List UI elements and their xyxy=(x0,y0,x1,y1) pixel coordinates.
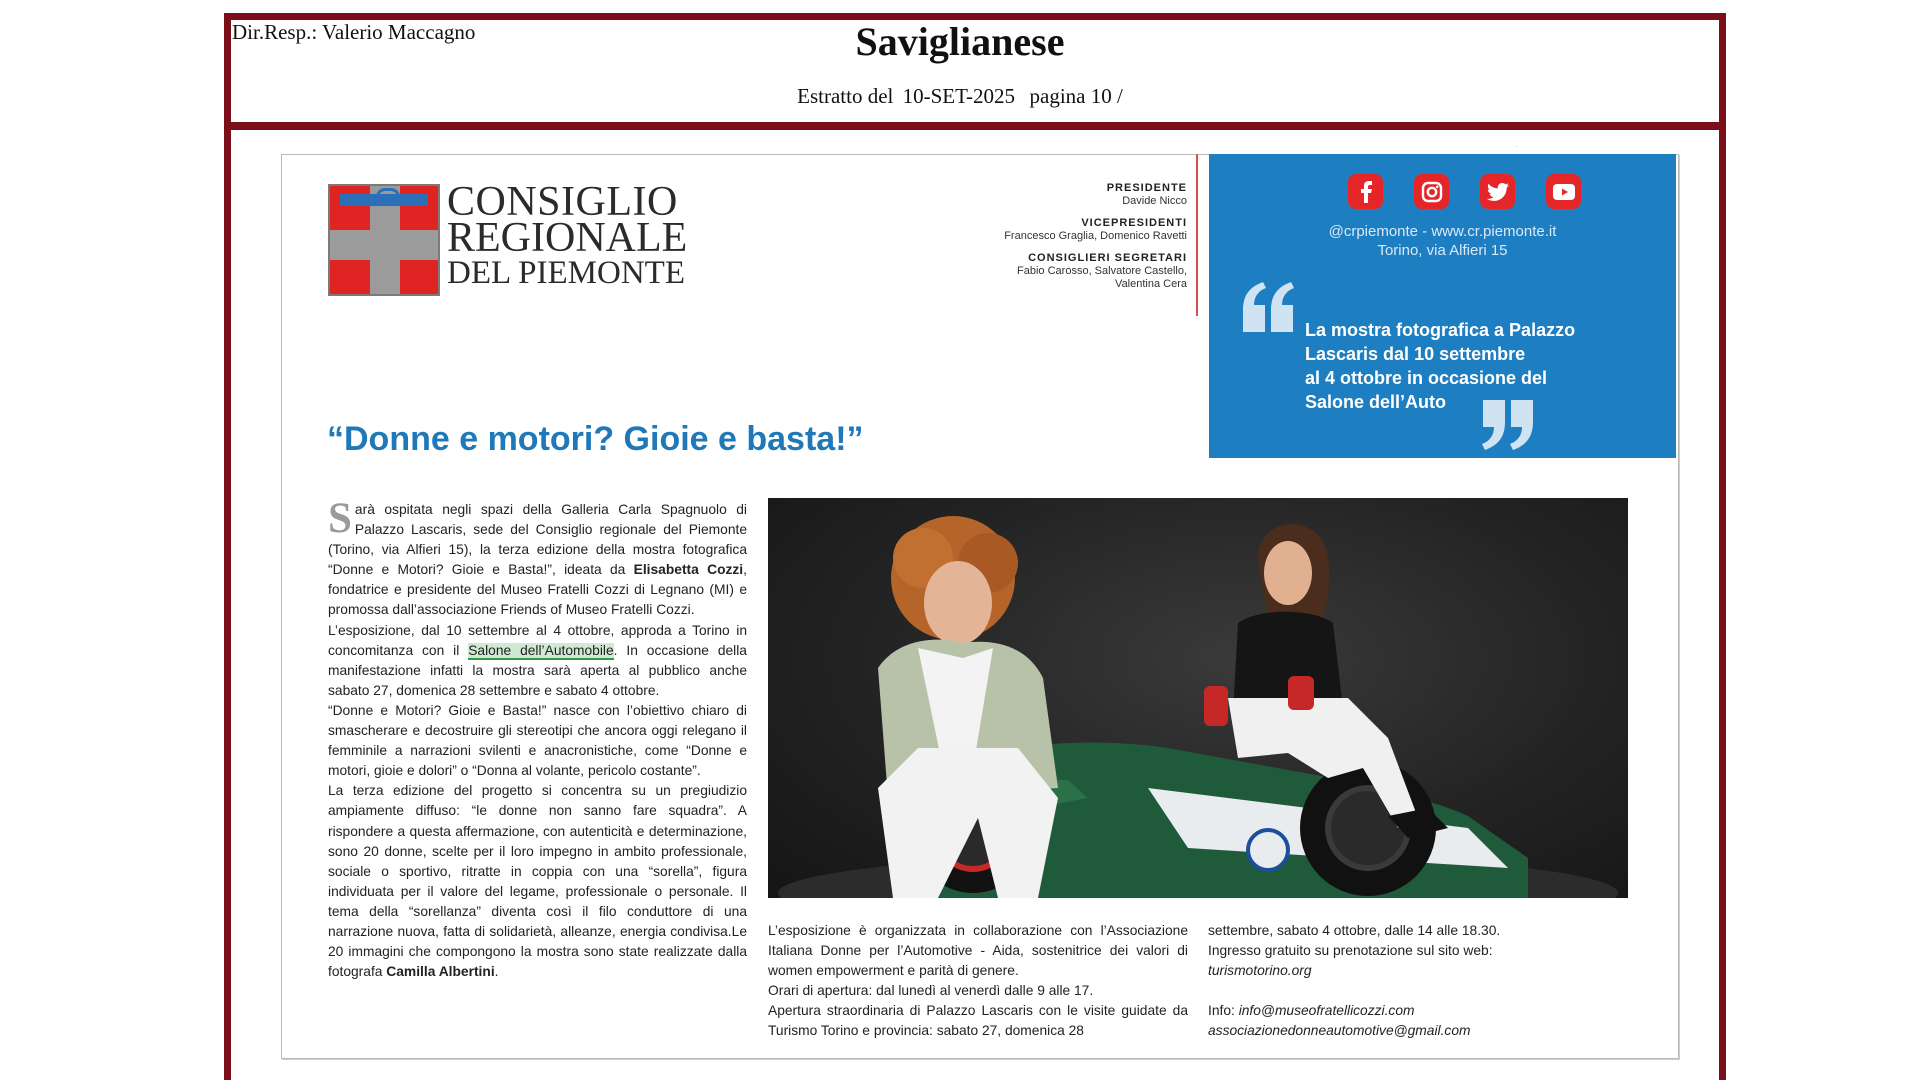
p2-text: L’esposizione, dal 10 settembre al 4 ottobre, approda a Torino in concomitanza con il xyxy=(328,622,747,658)
extract-label: Estratto del xyxy=(797,84,894,108)
booking-site-link[interactable]: turismotorino.org xyxy=(1208,963,1312,979)
highlighted-term: Salone dell’Automobile xyxy=(468,642,614,658)
p1-text-end: , fondatrice e presidente del Museo Fratelli Cozzi di Legnano (MI) e promossa dall’associazione Friends of Museo Fratelli Cozzi. xyxy=(328,562,747,618)
photo-illustration xyxy=(768,498,1628,898)
open-quote-icon xyxy=(1239,282,1295,332)
association-email-link[interactable]: associazionedonneautomotive@gmail.com xyxy=(1208,1023,1471,1039)
p2-text-end: . In occasione della manifestazione infatti la mostra sarà aperta al pubblico anche sabato 27, domenica 28 settembre e sabato 4 ottobre. xyxy=(328,642,747,698)
special-opening: Apertura straordinaria di Palazzo Lascaris con le visite guidate da Turismo Torino e provincia: sabato 27, domenica 28 xyxy=(768,1003,1188,1039)
council-officials xyxy=(1004,182,1187,291)
special-dates: settembre, sabato 4 ottobre, dalle 14 alle 18.30. xyxy=(1208,923,1501,938)
logo-line-3: DEL PIEMONTE xyxy=(447,255,685,291)
director-credit: Dir.Resp.: Valerio Maccagno xyxy=(232,20,476,44)
p4-text: La terza edizione del progetto si concentra su un pregiudizio ampiamente diffuso: “le donne non sanno fare squadra”. A rispondere a questa affermazione, con autenticità e determinazione, sono 20 donne, scelte per il loro impegno in ambito professionale, sociale o sportivo, ritratte in coppia con una “sorella”, figura individuata per il valore del legame, professionale o personale. Il tema della “sorellanza” diventa così il filo conduttore di una narrazione nuova, fatta di solidarietà, alleanze, energia condivisa.Le 20 immagini che compongono la mostra sono state realizzate dalla fotografa xyxy=(328,783,747,980)
paragraph-3: “Donne e Motori? Gioie e Basta!” nasce con l’obiettivo chiaro di smascherare e decostruire gli stereotipi che ancora oggi relegano il femminile a narrazioni svilenti e anacronistiche, come “Donne e motori, gioie e dolori” o “Donna al volante, pericolo costante”. xyxy=(328,702,747,779)
museum-email-link[interactable]: info@museofratellicozzi.com xyxy=(1238,1003,1415,1019)
drop-cap: S xyxy=(328,495,352,542)
quote-line-3: al 4 ottobre in occasione del xyxy=(1305,368,1548,388)
header-separator xyxy=(224,122,1726,130)
social-handle: @crpiemonte - www.cr.piemonte.it xyxy=(1328,223,1557,240)
publication-title: Saviglianese xyxy=(855,19,1065,64)
instagram-icon[interactable] xyxy=(1414,174,1449,209)
quote-line-2: Lascaris dal 10 settembre xyxy=(1305,344,1526,364)
article-photo xyxy=(768,498,1628,898)
twitter-icon[interactable] xyxy=(1480,174,1515,209)
quote-box xyxy=(1209,154,1676,458)
page-number: pagina 10 / xyxy=(1029,84,1123,108)
article-headline: “Donne e motori? Gioie e basta!” xyxy=(327,420,864,458)
council-address: Torino, via Alfieri 15 xyxy=(1377,242,1508,259)
secretaries-role: CONSIGLIERI SEGRETARI xyxy=(1028,252,1187,264)
logo-line-2: REGIONALE xyxy=(447,215,688,261)
quote-line-4: Salone dell’Auto xyxy=(1305,392,1447,412)
facebook-icon[interactable] xyxy=(1348,174,1383,209)
vice-role: VICEPRESIDENTI xyxy=(1081,217,1187,229)
photographer-name: Camilla Albertini xyxy=(386,964,495,980)
red-divider xyxy=(1196,154,1198,316)
contact-block xyxy=(1209,222,1676,260)
social-icons xyxy=(1348,174,1581,209)
secretaries-line-1: Fabio Carosso, Salvatore Castello, xyxy=(1017,265,1187,277)
extract-line xyxy=(0,84,1920,109)
quote-line-1: La mostra fotografica a Palazzo xyxy=(1305,320,1576,340)
president-role: PRESIDENTE xyxy=(1106,182,1187,194)
info-paragraph-1: L’esposizione è organizzata in collaborazione con l’Associazione Italiana Donne per l’Automotive - Aida, sostenitrice dei valori di women empowerment e parità di genere. xyxy=(768,923,1188,979)
secretaries-line-2: Valentina Cera xyxy=(1115,278,1187,290)
info-column-1 xyxy=(768,921,1188,1042)
info-label: Info: xyxy=(1208,1003,1239,1019)
opening-hours: Orari di apertura: dal lunedì al venerdì dalle 9 alle 17. xyxy=(768,983,1094,999)
p4-text-end: . xyxy=(494,964,499,980)
piemonte-flag-logo xyxy=(328,184,440,296)
p1-text: arà ospitata negli spazi della Galleria Carla Spagnuolo di Palazzo Lascaris, sede del Consiglio regionale del Piemonte (Torino, via Alfieri 15), la terza edizione della mostra fotografica “Donne e Motori? Gioie e Basta!”, ideata da xyxy=(328,502,747,578)
info-line xyxy=(1208,1001,1548,1021)
paragraph-4 xyxy=(328,781,747,982)
paragraph-2 xyxy=(328,621,747,701)
youtube-icon[interactable] xyxy=(1546,174,1581,209)
close-quote-icon xyxy=(1481,400,1537,450)
extract-date: 10-SET-2025 xyxy=(902,84,1016,108)
scan-mark: · xyxy=(1516,144,1518,150)
president-name: Davide Nicco xyxy=(1122,195,1187,207)
free-entry: Ingresso gratuito su prenotazione sul sito web: xyxy=(1208,943,1493,959)
logo-line-1: CONSIGLIO xyxy=(447,179,678,225)
article-body xyxy=(328,495,747,982)
curator-name: Elisabetta Cozzi xyxy=(633,562,744,578)
info-column-2 xyxy=(1208,921,1548,1041)
vice-names: Francesco Graglia, Domenico Ravetti xyxy=(1004,230,1187,242)
paragraph-1 xyxy=(328,495,747,621)
quote-text xyxy=(1305,318,1645,414)
council-logo-text xyxy=(447,179,688,291)
